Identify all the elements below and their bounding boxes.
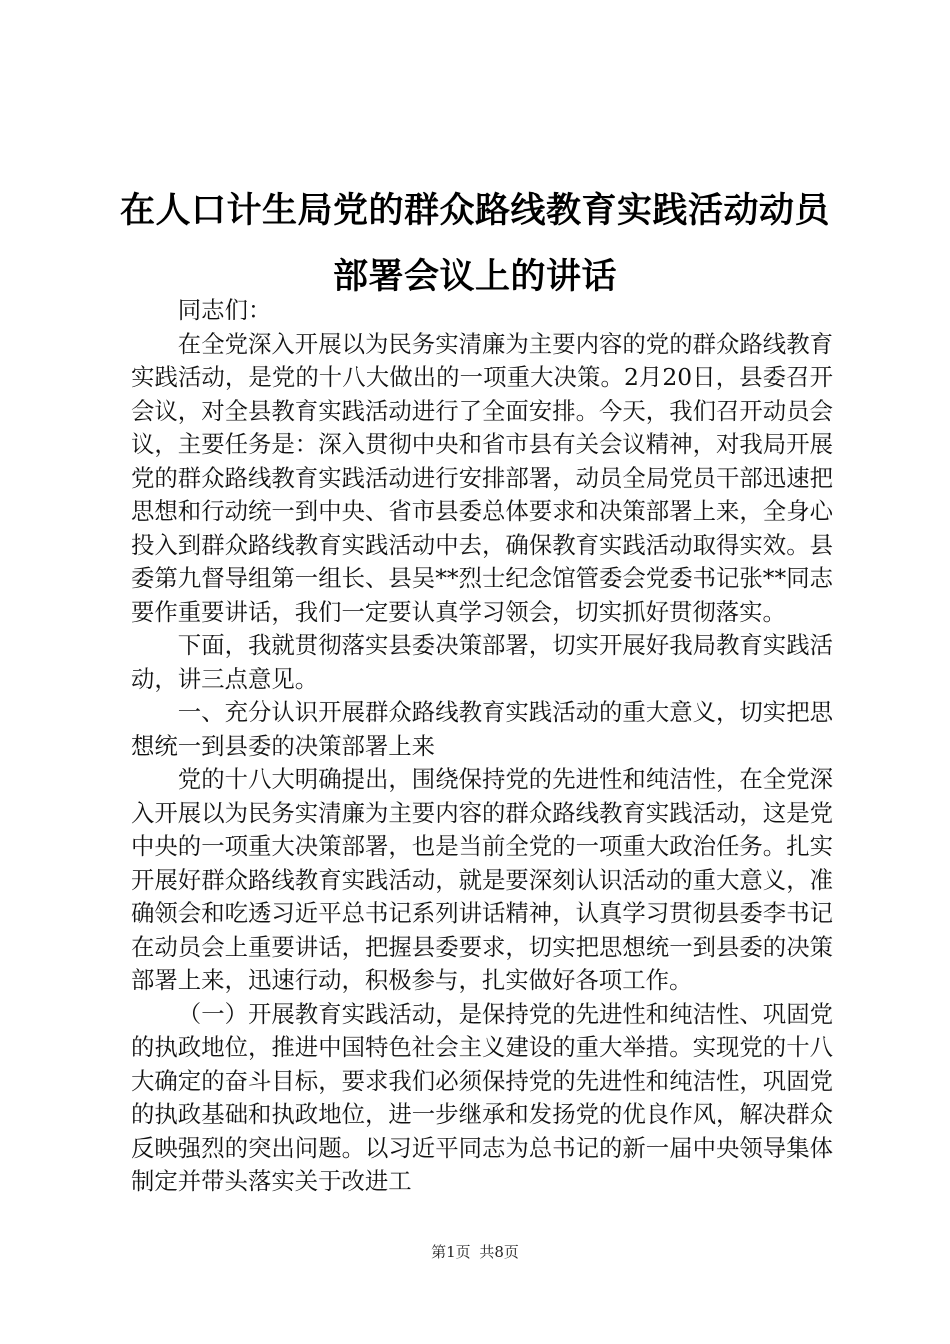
title-line-1: 在人口计生局党的群众路线教育实践活动动员 [119,191,830,231]
section-heading: 一、充分认识开展群众路线教育实践活动的重大意义，切实把思想统一到县委的决策部署上来 [131,698,833,760]
page-number: 第1页 [431,1243,471,1261]
page-total: 共8页 [479,1243,519,1261]
body-paragraph: 下面，我就贯彻落实县委决策部署，切实开展好我局教育实践活动，讲三点意见。 [131,631,833,693]
page-footer [0,1241,950,1262]
document-title [110,178,840,310]
document-body [131,294,833,1199]
title-line-2: 部署会议上的讲话 [332,257,617,297]
body-paragraph: 在全党深入开展以为民务实清廉为主要内容的党的群众路线教育实践活动，是党的十八大做出的一项重大决策。2月20日，县委召开会议，对全县教育实践活动进行了全面安排。今天，我们召开动员会议，主要任务是：深入贯彻中央和省市县有关会议精神，对我局开展党的群众路线教育实践活动进行安排部署，动员全局党员干部迅速把思想和行动统一到中央、省市县委总体要求和决策部署上来，全身心投入到群众路线教育实践活动中去，确保教育实践活动取得实效。县委第九督导组第一组长、县吴**烈士纪念馆管委会党委书记张**同志要作重要讲话，我们一定要认真学习领会，切实抓好贯彻落实。 [131,329,833,626]
body-paragraph: 党的十八大明确提出，围绕保持党的先进性和纯洁性，在全党深入开展以为民务实清廉为主要内容的群众路线教育实践活动，这是党中央的一项重大决策部署，也是当前全党的一项重大政治任务。扎实开展好群众路线教育实践活动，就是要深刻认识活动的重大意义，准确领会和吃透习近平总书记系列讲话精神，认真学习贯彻县委李书记在动员会上重要讲话，把握县委要求，切实把思想统一到县委的决策部署上来，迅速行动，积极参与，扎实做好各项工作。 [131,765,833,994]
greeting-paragraph: 同志们： [177,296,272,324]
body-paragraph: （一）开展教育实践活动，是保持党的先进性和纯洁性、巩固党的执政地位，推进中国特色社会主义建设的重大举措。实现党的十八大确定的奋斗目标，要求我们必须保持党的先进性和纯洁性，巩固党的执政基础和执政地位，进一步继承和发扬党的优良作风，解决群众反映强烈的突出问题。以习近平同志为总书记的新一届中央领导集体制定并带头落实关于改进工 [131,999,833,1195]
